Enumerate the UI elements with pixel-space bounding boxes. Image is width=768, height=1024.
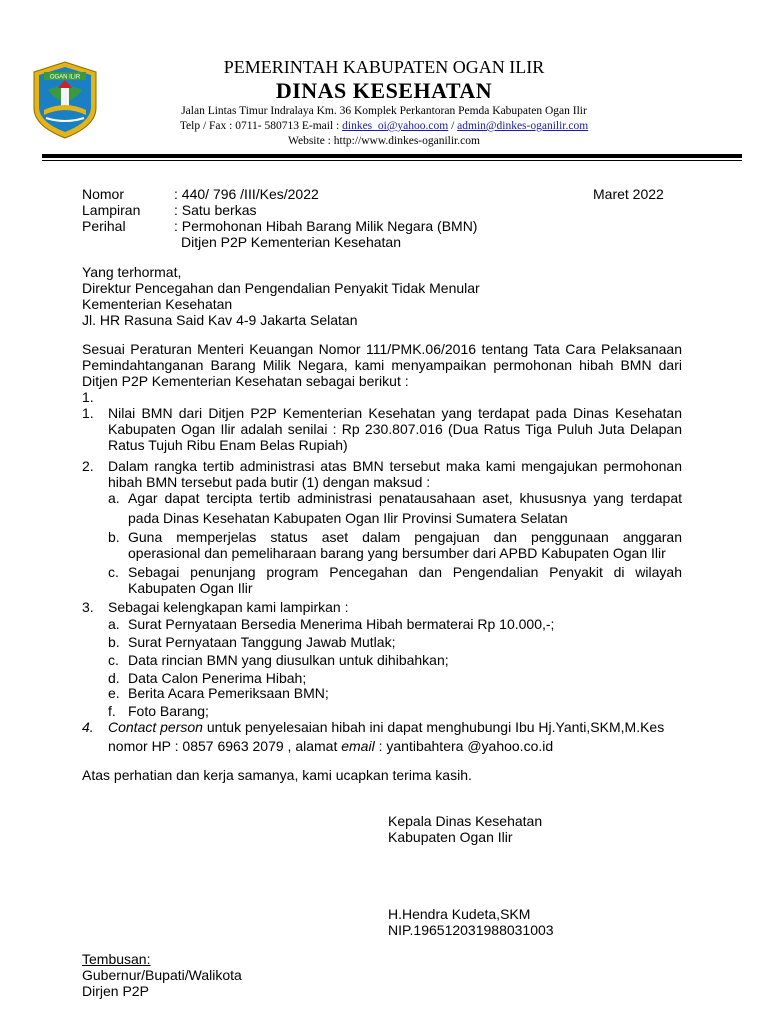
cc-item: Dirjen P2P <box>82 983 149 999</box>
cc-label: Tembusan: <box>82 951 151 967</box>
lampiran-label: Lampiran <box>82 202 141 218</box>
attachment-item: Foto Barang; <box>128 703 209 719</box>
subitem-letter: a. <box>108 490 120 506</box>
attachment-letter: e. <box>108 685 120 701</box>
cc-item: Gubernur/Bupati/Walikota <box>82 967 242 983</box>
recipient-line: Kementerian Kesehatan <box>82 296 233 312</box>
attachment-letter: f. <box>108 703 116 719</box>
nomor-value: : 440/ 796 /III/Kes/2022 <box>174 186 319 202</box>
signatory-title: Kepala Dinas Kesehatan <box>388 813 543 829</box>
attachment-item: Data rincian BMN yang diusulkan untuk dihibahkan; <box>128 652 449 668</box>
item-number: 1. <box>82 405 94 421</box>
intro-line: Sesuai Peraturan Menteri Keuangan Nomor 111/PMK.06/2016 tentang Tata Cara Pelaksanaan <box>82 341 682 357</box>
item-1-line: Ratus Tujuh Ribu Enam Belas Rupiah) <box>108 437 348 453</box>
closing-sentence: Atas perhatian dan kerja samanya, kami ucapkan terima kasih. <box>82 767 472 783</box>
logo-text: OGAN ILIR <box>49 74 81 81</box>
recipient-address: Jl. HR Rasuna Said Kav 4-9 Jakarta Selatan <box>82 312 358 328</box>
email-link-1[interactable]: dinkes_oi@yahoo.com <box>342 120 449 132</box>
nomor-label: Nomor <box>82 186 125 202</box>
intro-line: Pemindahtanganan Barang Milik Negara, kami menyampaikan permohonan hibah BMN dari <box>82 357 682 373</box>
email-text: : yantibahtera @yahoo.co.id <box>374 738 554 754</box>
empty-item: 1. <box>82 389 94 405</box>
item-2-line: Dalam rangka tertib administrasi atas BMN tersebut maka kami mengajukan permohonan <box>108 458 682 474</box>
salutation: Yang terhormat, <box>82 264 182 280</box>
item-4-line <box>108 738 553 754</box>
item-2a-line: pada Dinas Kesehatan Kabupaten Ogan Ilir Provinsi Sumatera Selatan <box>128 510 568 526</box>
government-name: PEMERINTAH KABUPATEN OGAN ILIR <box>223 57 545 77</box>
item-2c-line: Kabupaten Ogan Ilir <box>128 580 253 596</box>
item-2b-line: Guna memperjelas status aset dalam pengajuan dan penggunaan anggaran <box>128 529 682 545</box>
item-number: 4. <box>82 719 94 735</box>
item-2b-line: operasional dan pemeliharaan barang yang bersumber dari APBD Kabupaten Ogan Ilir <box>128 545 666 561</box>
perihal-value-cont: Ditjen P2P Kementerian Kesehatan <box>181 234 401 250</box>
attachment-letter: c. <box>108 652 119 668</box>
header-rule-thin <box>42 160 742 161</box>
intro-line: Ditjen P2P Kementerian Kesehatan sebagai berikut : <box>82 373 409 389</box>
subitem-letter: c. <box>108 564 119 580</box>
item-4-line <box>108 719 664 735</box>
signatory-name: H.Hendra Kudeta,SKM <box>388 906 531 922</box>
item-2-line: hibah BMN tersebut pada butir (1) dengan maksud : <box>108 474 431 490</box>
agency-name: DINAS KESEHATAN <box>275 78 493 103</box>
header-rule-thick <box>42 154 742 158</box>
attachment-letter: b. <box>108 634 120 650</box>
item-3-line: Sebagai kelengkapan kami lampirkan : <box>108 599 349 615</box>
attachment-item: Berita Acara Pemeriksaan BMN; <box>128 685 329 701</box>
contact-person-label: Contact person <box>108 719 203 735</box>
perihal-label: Perihal <box>82 218 126 234</box>
attachment-letter: d. <box>108 670 120 686</box>
email-separator: / <box>448 120 458 132</box>
attachment-item: Data Calon Penerima Hibah; <box>128 670 307 686</box>
lampiran-value: : Satu berkas <box>174 202 257 218</box>
perihal-value: : Permohonan Hibah Barang Milik Negara (BMN) <box>174 218 478 234</box>
website: Website : http://www.dinkes-oganilir.com <box>288 135 480 147</box>
item-1-line: Nilai BMN dari Ditjen P2P Kementerian Kesehatan yang terdapat pada Dinas Kesehatan <box>108 405 682 421</box>
attachment-letter: a. <box>108 616 120 632</box>
email-label: email <box>341 738 375 754</box>
subitem-letter: b. <box>108 529 120 545</box>
item-2a-line: Agar dapat tercipta tertib administrasi penatausahaan aset, khususnya yang terdapat <box>128 490 682 506</box>
attachment-item: Surat Pernyataan Bersedia Menerima Hibah bermaterai Rp 10.000,-; <box>128 616 555 632</box>
item-number: 3. <box>82 599 94 615</box>
letter-date: Maret 2022 <box>593 186 664 202</box>
phone-text: nomor HP : 0857 6963 2079 , alamat <box>108 738 342 754</box>
attachment-item: Surat Pernyataan Tanggung Jawab Mutlak; <box>128 634 396 650</box>
phone-fax: Telp / Fax : 0711- 580713 E-mail : <box>179 120 343 132</box>
office-address: Jalan Lintas Timur Indralaya Km. 36 Komplek Perkantoran Pemda Kabupaten Ogan Ilir <box>181 105 587 117</box>
contact-text: untuk penyelesaian hibah ini dapat menghubungi Ibu Hj.Yanti,SKM,M.Kes <box>202 719 665 735</box>
email-link-2[interactable]: admin@dinkes-oganilir.com <box>457 120 589 132</box>
item-number: 2. <box>82 458 94 474</box>
recipient-line: Direktur Pencegahan dan Pengendalian Penyakit Tidak Menular <box>82 280 480 296</box>
signatory-title: Kabupaten Ogan Ilir <box>388 829 513 845</box>
contact-line <box>0 120 768 132</box>
item-1-line: Kabupaten Ogan Ilir adalah senilai : Rp 230.807.016 (Dua Ratus Tiga Puluh Juta Delapan <box>108 421 682 437</box>
item-2c-line: Sebagai penunjang program Pencegahan dan Pengendalian Penyakit di wilayah <box>128 564 682 580</box>
signatory-nip: NIP.196512031988031003 <box>388 922 554 938</box>
